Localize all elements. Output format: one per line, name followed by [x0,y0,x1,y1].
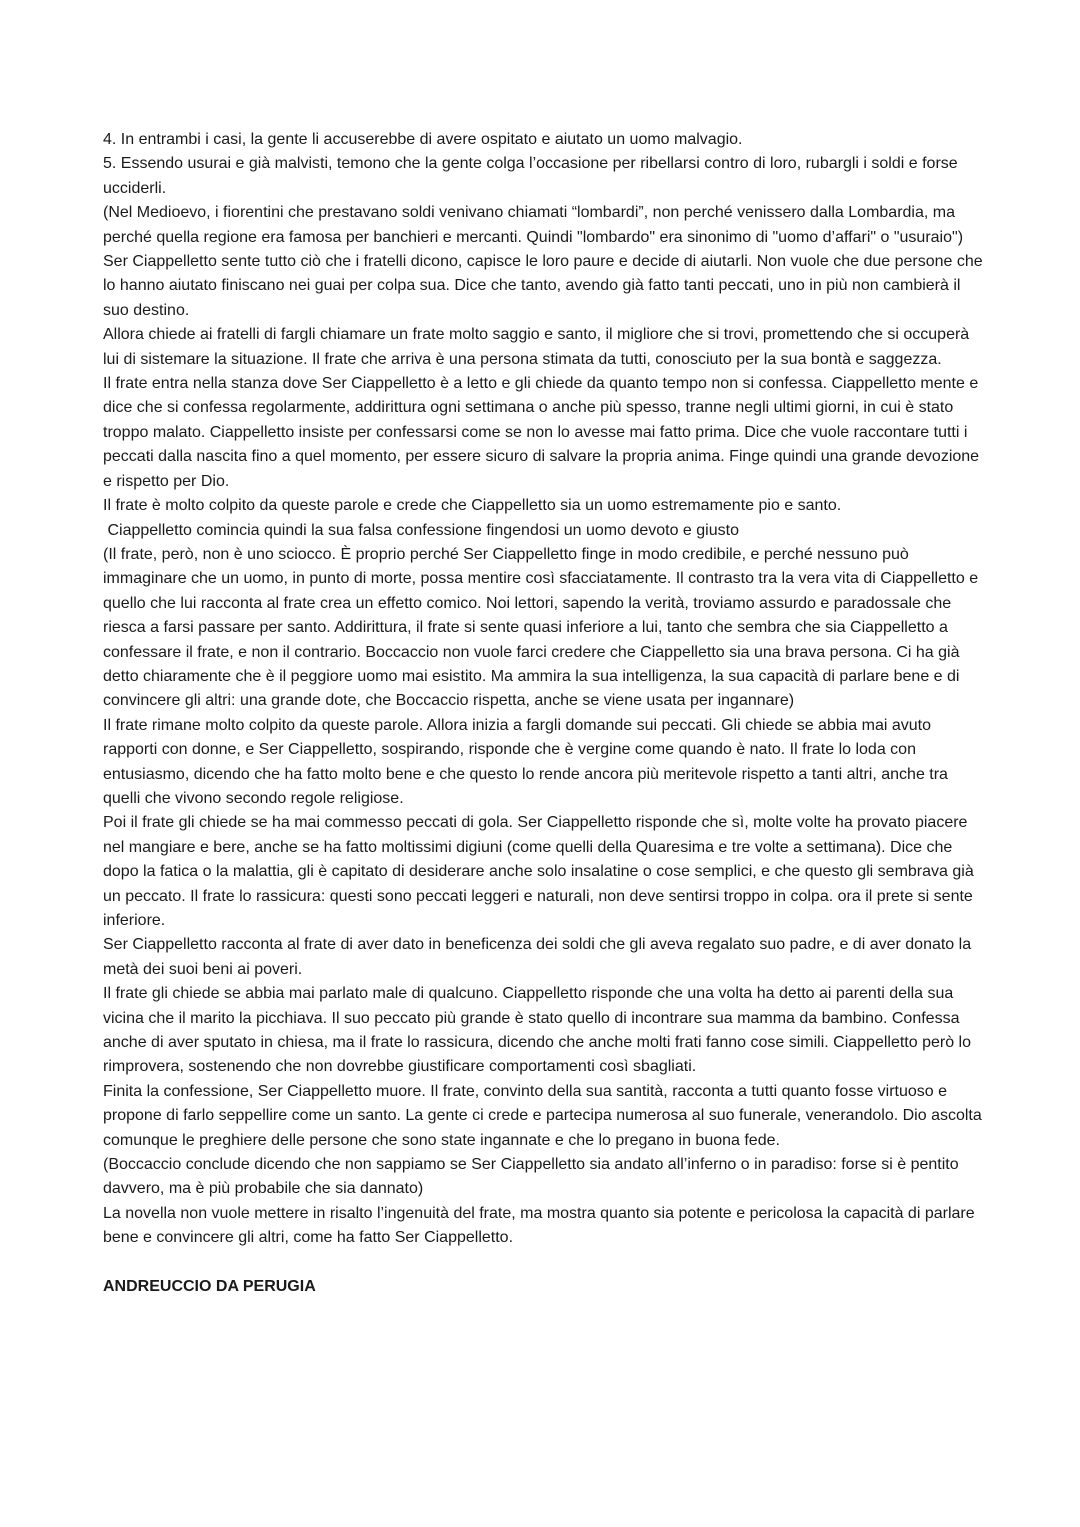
paragraph-death: Finita la confessione, Ser Ciappelletto muore. Il frate, convinto della sua santità, racconta a tutti quanto fosse virtuoso e propone di farlo seppellire come un santo. La gente ci crede e partecipa numerosa al suo funerale, venerandolo. Dio ascolta comunque le preghiere delle persone che sono state ingannate e che lo pregano in buona fede. [103,1082,982,1149]
paragraph-conclusion-note: (Boccaccio conclude dicendo che non sappiamo se Ser Ciappelletto sia andato all’inferno o in paradiso: forse si è pentito davvero, ma è più probabile che sia dannato) [103,1156,959,1198]
paragraph-friar-impressed: Il frate è molto colpito da queste parole e crede che Ciappelletto sia un uomo estremamente pio e santo. [103,497,842,515]
paragraph-lombardi-note: (Nel Medioevo, i fiorentini che prestavano soldi venivano chiamati “lombardi”, non perché venissero dalla Lombardia, ma perché quella regione era famosa per banchieri e mercanti. Quindi "lombardo" era sinonimo di "uomo d’affari" o "usuraio") [103,204,964,246]
paragraph-slander: Il frate gli chiede se abbia mai parlato male di qualcuno. Ciappelletto risponde che una volta ha detto ai parenti della sua vicina che il marito la picchiava. Il suo peccato più grande è stato quello di incontrare sua mamma da bambino. Confessa anche di aver sputato in chiesa, ma il frate lo rassicura, dicendo che anche molti frati fanno cose simili. Ciappelletto però lo rimprovera, sostenendo che non dovrebbe giustificare comportamenti così sbagliati. [103,985,972,1076]
paragraph-questions-women: Il frate rimane molto colpito da queste parole. Allora inizia a fargli domande sui peccati. Gli chiede se abbia mai avuto rapporti con donne, e Ser Ciappelletto, sospirando, risponde che è vergine come quando è nato. Il frate lo loda con entusiasmo, dicendo che ha fatto molto bene e che questo lo rende ancora più meritevole rispetto a tanti altri, anche tra quelli che vivono secondo regole religiose. [103,716,948,807]
paragraph-point-5: 5. Essendo usurai e già malvisti, temono che la gente colga l’occasione per ribellarsi contro di loro, rubargli i soldi e forse ucciderli. [103,155,958,197]
paragraph-ciappelletto-decides: Ser Ciappelletto sente tutto ciò che i fratelli dicono, capisce le loro paure e decide di aiutarli. Non vuole che due persone che lo hanno aiutato finiscano nei guai per colpa sua. Dice che tanto, avendo già fatto tanti peccati, uno in più non cambierà il suo destino. [103,253,983,319]
paragraph-friar-enters: Il frate entra nella stanza dove Ser Ciappelletto è a letto e gli chiede da quanto tempo non si confessa. Ciappelletto mente e dice che si confessa regolarmente, addirittura ogni settimana o anche più spesso, tranne negli ultimi giorni, in cui è stato troppo malato. Ciappelletto insiste per confessarsi come se non lo avesse mai fatto prima. Dice che vuole raccontare tutti i peccati dalla nascita fino a quel momento, per essere sicuro di salvare la propria anima. Finge quindi una grande devozione e rispetto per Dio. [103,375,980,490]
document-body [103,128,983,1299]
paragraph-call-friar: Allora chiede ai fratelli di fargli chiamare un frate molto saggio e santo, il migliore che si trovi, promettendo che si occuperà lui di sistemare la situazione. Il frate che arriva è una persona stimata da tutti, conosciuto per la sua bontà e saggezza. [103,326,970,368]
paragraph-boccaccio-comment: (Il frate, però, non è uno sciocco. È proprio perché Ser Ciappelletto finge in modo credibile, e perché nessuno può immaginare che un uomo, in punto di morte, possa mentire così sfacciatamente. Il contrasto tra la vera vita di Ciappelletto e quello che lui racconta al frate crea un effetto comico. Noi lettori, sapendo la verità, troviamo assurdo e paradossale che riesca a farsi passare per santo. Addirittura, il frate si sente quasi inferiore a lui, tanto che sembra che sia Ciappelletto a confessare il frate, e non il contrario. Boccaccio non vuole farci credere che Ciappelletto sia una brava persona. Ci ha già detto chiaramente che è il peggiore uomo mai esistito. Ma ammira la sua intelligenza, la sua capacità di parlare bene e di convincere gli altri: una grande dote, che Boccaccio rispetta, anche se viene usata per ingannare) [103,545,979,710]
paragraph-gluttony: Poi il frate gli chiede se ha mai commesso peccati di gola. Ser Ciappelletto risponde che sì, molte volte ha provato piacere nel mangiare e bere, anche se ha fatto moltissimi digiuni (come quelli della Quaresima e tre volte a settimana). Dice che dopo la fatica o la malattia, gli è capitato di desiderare anche solo insalatine o cose semplici, e che questo gli sembrava già un peccato. Il frate lo rassicura: questi sono peccati leggeri e naturali, non deve sentirsi troppo in colpa. ora il prete si sente inferiore. [103,814,974,929]
paragraph-charity: Ser Ciappelletto racconta al frate di aver dato in beneficenza dei soldi che gli aveva regalato suo padre, e di aver donato la metà dei suoi beni ai poveri. [103,936,972,978]
paragraph-false-confession: Ciappelletto comincia quindi la sua falsa confessione fingendosi un uomo devoto e giusto [103,521,739,539]
paragraph-point-4: 4. In entrambi i casi, la gente li accuserebbe di avere ospitato e aiutato un uomo malvagio. [103,131,743,148]
paragraph-moral: La novella non vuole mettere in risalto l’ingenuità del frate, ma mostra quanto sia potente e pericolosa la capacità di parlare bene e convincere gli altri, come ha fatto Ser Ciappelletto. [103,1204,975,1247]
section-heading: ANDREUCCIO DA PERUGIA [103,1277,316,1295]
